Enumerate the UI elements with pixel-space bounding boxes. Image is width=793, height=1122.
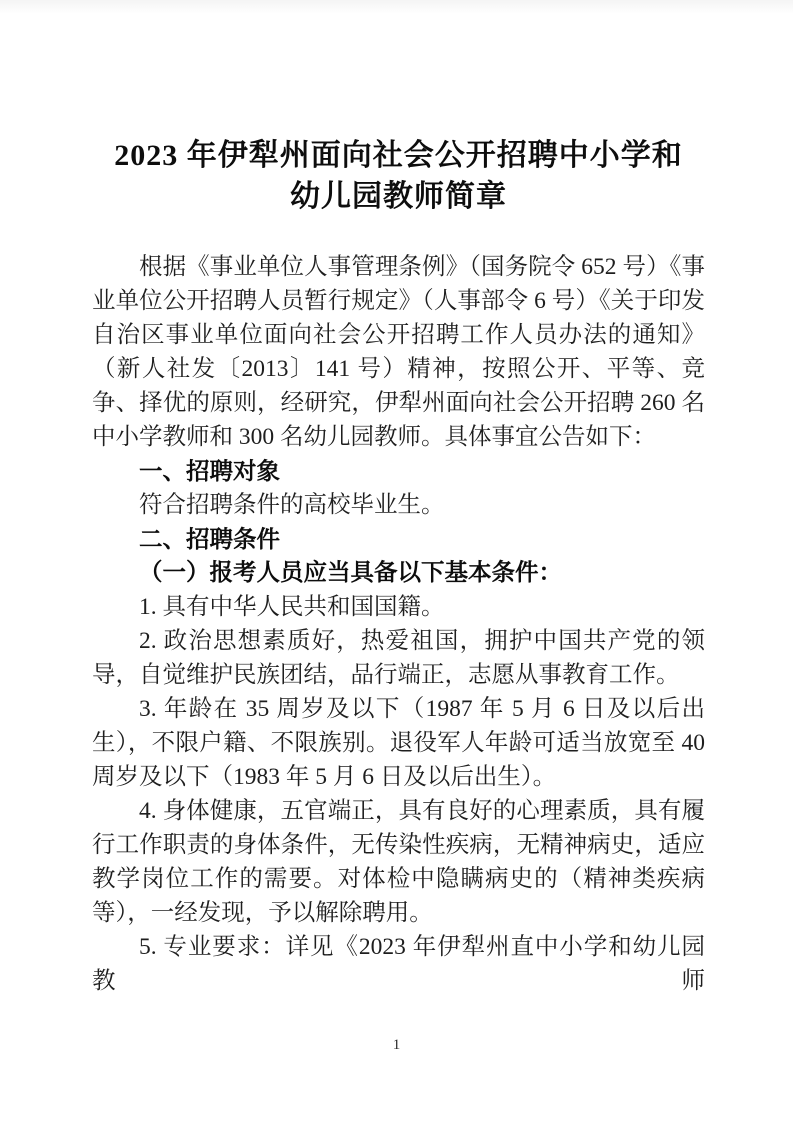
condition-item-1-nationality: 1. 具有中华人民共和国国籍。	[139, 594, 445, 620]
condition-item-5-major: 5. 专业要求：详见《2023 年伊犁州直中小学和幼儿园教师	[92, 934, 705, 994]
condition-item-4-health: 4. 身体健康，五官端正，具有良好的心理素质，具有履行工作职责的身体条件，无传染性疾病，无精神病史，适应教学岗位工作的需要。对体检中隐瞒病史的（精神类疾病等），一经发现，予以解除聘用。	[92, 798, 705, 926]
heading-recruitment-target: 一、招聘对象	[139, 458, 280, 484]
heading-recruitment-conditions: 二、招聘条件	[139, 526, 280, 552]
page-number: 1	[392, 1037, 401, 1053]
document-title	[92, 135, 705, 217]
condition-item-2-political: 2. 政治思想素质好，热爱祖国，拥护中国共产党的领导，自觉维护民族团结，品行端正，志愿从事教育工作。	[92, 628, 705, 688]
title-line-2: 幼儿园教师简章	[290, 180, 507, 213]
subheading-basic-conditions: （一）报考人员应当具备以下基本条件：	[139, 560, 562, 586]
title-line-1: 2023 年伊犁州面向社会公开招聘中小学和	[114, 139, 683, 172]
document-content	[92, 135, 705, 998]
paragraph-intro: 根据《事业单位人事管理条例》（国务院令 652 号）《事业单位公开招聘人员暂行规定》（人事部令 6 号）《关于印发自治区事业单位面向社会公开招聘工作人员办法的通知》（新人社发〔2013〕141 号）精神，按照公开、平等、竞争、择优的原则，经研究，伊犁州面向社会公开招聘 260 名中小学教师和 300 名幼儿园教师。具体事宜公告如下：	[92, 254, 705, 450]
condition-item-3-age: 3. 年龄在 35 周岁及以下（1987 年 5 月 6 日及以后出生），不限户籍、不限族别。退役军人年龄可适当放宽至 40 周岁及以下（1983 年 5 月 6 日及以后出生）。	[92, 696, 705, 790]
paragraph-eligible-applicants: 符合招聘条件的高校毕业生。	[139, 492, 445, 518]
